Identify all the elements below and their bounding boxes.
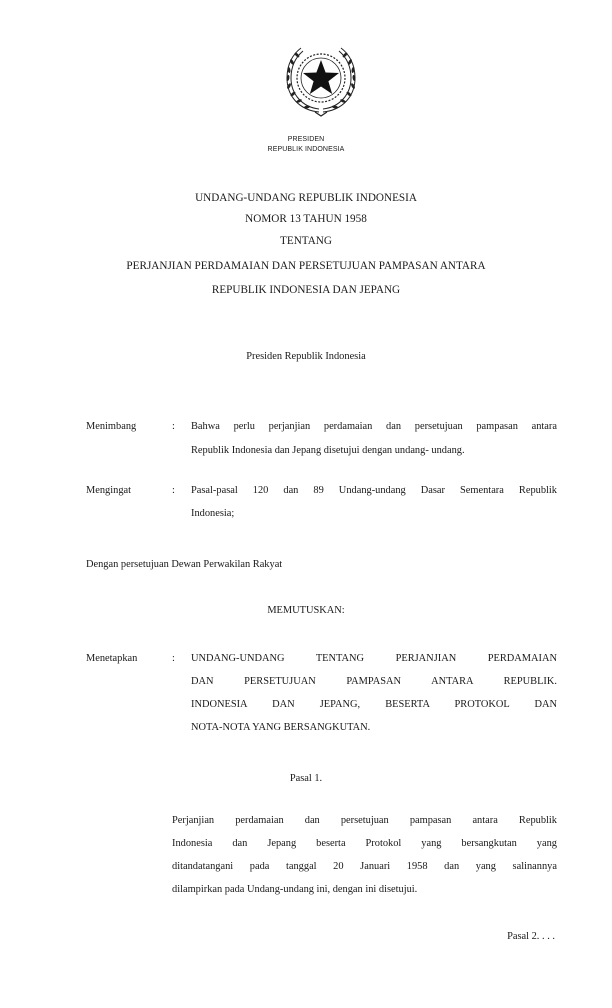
- menimbang-label: Menimbang: [86, 421, 137, 432]
- menimbang-text-line2: Republik Indonesia dan Jepang disetujui dengan undang- undang.: [191, 445, 465, 456]
- title-line1: UNDANG-UNDANG REPUBLIK INDONESIA: [195, 192, 417, 204]
- menimbang-text-line1: Bahwa perlu perjanjian perdamaian dan persetujuan pampasan antara: [191, 421, 557, 432]
- pasal1-text-line1: Perjanjian perdamaian dan persetujuan pampasan antara Republik: [172, 815, 557, 826]
- title-number: NOMOR 13 TAHUN 1958: [245, 213, 367, 225]
- menetapkan-text-line4: NOTA-NOTA YANG BERSANGKUTAN.: [191, 722, 371, 733]
- menetapkan-text-line2: DAN PERSETUJUAN PAMPASAN ANTARA REPUBLIK.: [191, 676, 557, 687]
- mengingat-label: Mengingat: [86, 485, 132, 496]
- emblem-caption-line1: PRESIDEN: [287, 136, 325, 143]
- title-subject-line2: REPUBLIK INDONESIA DAN JEPANG: [211, 284, 401, 296]
- mengingat-colon: :: [172, 485, 175, 496]
- menetapkan-colon: :: [172, 653, 175, 664]
- pasal1-heading: Pasal 1.: [289, 773, 323, 784]
- next-page-marker: Pasal 2. . . .: [507, 931, 555, 942]
- decision-heading: MEMUTUSKAN:: [267, 605, 345, 616]
- menimbang-colon: :: [172, 421, 175, 432]
- presidential-emblem-icon: [279, 40, 363, 120]
- title-tentang: TENTANG: [280, 235, 332, 247]
- mengingat-text-line2: Indonesia;: [191, 508, 235, 519]
- emblem-caption-line2: REPUBLIK INDONESIA: [267, 146, 345, 153]
- menetapkan-text-line3: INDONESIA DAN JEPANG, BESERTA PROTOKOL DAN: [191, 699, 557, 710]
- menetapkan-text-line1: UNDANG-UNDANG TENTANG PERJANJIAN PERDAMAIAN: [191, 653, 557, 664]
- issuer: Presiden Republik Indonesia: [246, 351, 366, 362]
- pasal1-text-line2: Indonesia dan Jepang beserta Protokol yang bersangkutan yang: [172, 838, 557, 849]
- pasal1-text-line3: ditandatangani pada tanggal 20 Januari 1958 dan yang salinannya: [172, 861, 557, 872]
- mengingat-text-line1: Pasal-pasal 120 dan 89 Undang-undang Dasar Sementara Republik: [191, 485, 557, 496]
- title-subject-line1: PERJANJIAN PERDAMAIAN DAN PERSETUJUAN PAMPASAN ANTARA: [126, 260, 486, 272]
- approval-statement: Dengan persetujuan Dewan Perwakilan Rakyat: [86, 559, 283, 570]
- pasal1-text-line4: dilampirkan pada Undang-undang ini, dengan ini disetujui.: [172, 884, 418, 895]
- menetapkan-label: Menetapkan: [86, 653, 138, 664]
